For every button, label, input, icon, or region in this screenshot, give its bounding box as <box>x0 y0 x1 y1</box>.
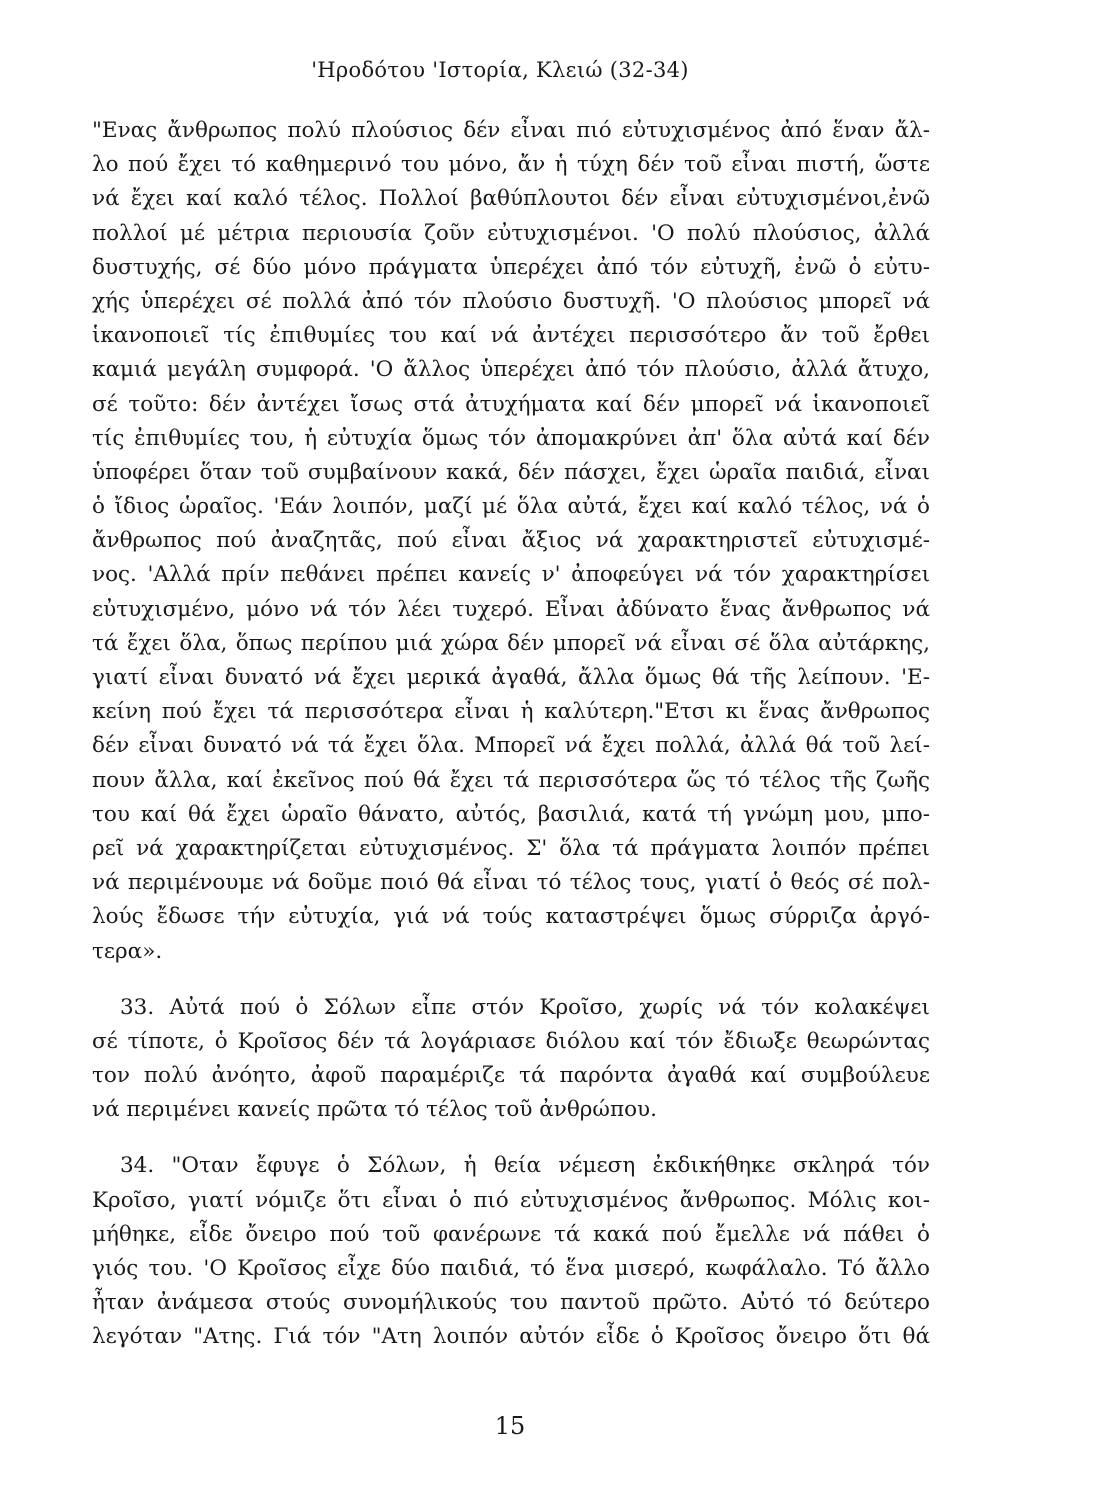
text-line: τερα». <box>92 938 163 964</box>
text-line: λο πού ἔχει τό καθημερινό του μόνο, ἄν ἡ τύχη δέν τοῦ εἶναι πιστή, ὥστε <box>92 152 930 178</box>
text-line: πολλοί μέ μέτρια περιουσία ζοῦν εὐτυχισμένοι. 'Ο πολύ πλούσιος, ἀλλά <box>92 220 930 246</box>
text-line: νά περιμένουμε νά δοῦμε ποιό θά εἶναι τό τέλος τους, γιατί ὁ θεός σέ πολ- <box>92 870 930 896</box>
text-line: λεγόταν "Ατης. Γιά τόν "Ατη λοιπόν αὐτόν εἶδε ὁ Κροῖσος ὄνειρο ὅτι θά <box>92 1324 930 1350</box>
text-line: νά περιμένει κανείς πρῶτα τό τέλος τοῦ ἀνθρώπου. <box>92 1097 657 1123</box>
text-line: ἦταν ἀνάμεσα στούς συνομήλικούς του παντοῦ πρῶτο. Αὐτό τό δεύτερο <box>92 1290 930 1316</box>
text-line: 33. Αὐτά πού ὁ Σόλων εἶπε στόν Κροῖσο, χωρίς νά τόν κολακέψει <box>120 994 930 1020</box>
text-line: τον πολύ ἀνόητο, ἀφοῦ παραμέριζε τά παρόντα ἀγαθά καί συμβούλευε <box>92 1063 930 1089</box>
text-line: νά ἔχει καί καλό τέλος. Πολλοί βαθύπλουτοι δέν εἶναι εὐτυχισμένοι,ἐνῶ <box>92 186 930 212</box>
text-line: ἄνθρωπος πού ἀναζητᾶς, πού εἶναι ἄξιος νά χαρακτηριστεῖ εὐτυχισμέ- <box>92 528 930 554</box>
text-line: 34. "Οταν ἔφυγε ὁ Σόλων, ἡ θεία νέμεση ἐκδικήθηκε σκληρά τόν <box>120 1153 930 1179</box>
text-line: ὑποφέρει ὅταν τοῦ συμβαίνουν κακά, δέν πάσχει, ἔχει ὡραῖα παιδιά, εἶναι <box>92 459 930 485</box>
paragraph-33 <box>92 991 930 1128</box>
text-line: ἱκανοποιεῖ τίς ἐπιθυμίες του καί νά ἀντέχει περισσότερο ἄν τοῦ ἔρθει <box>92 323 930 349</box>
text-line: τά ἔχει ὅλα, ὅπως περίπου μιά χώρα δέν μπορεῖ νά εἶναι σέ ὅλα αὐτάρκης, <box>92 630 930 656</box>
running-title: 'Ηροδότου 'Ιστορία, Κλειώ (32-34) <box>311 58 689 82</box>
text-line: πουν ἄλλα, καί ἐκεῖνος πού θά ἔχει τά περισσότερα ὥς τό τέλος τῆς ζωῆς <box>92 767 930 793</box>
text-line: σέ τίποτε, ὁ Κροῖσος δέν τά λογάριασε διόλου καί τόν ἔδιωξε θεωρώντας <box>92 1028 930 1054</box>
paragraph-gap <box>92 969 930 991</box>
text-line: χής ὑπερέχει σέ πολλά ἀπό τόν πλούσιο δυστυχῆ. 'Ο πλούσιος μπορεῖ νά <box>92 288 930 314</box>
text-line: λούς ἔδωσε τήν εὐτυχία, γιά νά τούς καταστρέψει ὅμως σύρριζα ἀργό- <box>92 904 930 930</box>
paragraph-32 <box>92 114 930 969</box>
text-line: "Ενας ἄνθρωπος πολύ πλούσιος δέν εἶναι πιό εὐτυχισμένος ἀπό ἕναν ἄλ- <box>92 118 930 143</box>
text-line: δυστυχής, σέ δύο μόνο πράγματα ὑπερέχει ἀπό τόν εὐτυχῆ, ἐνῶ ὁ εὐτυ- <box>92 254 930 280</box>
text-line: γιατί εἶναι δυνατό νά ἔχει μερικά ἀγαθά, ἄλλα ὅμως θά τῆς λείπουν. 'Ε- <box>92 665 930 690</box>
text-line: Κροῖσο, γιατί νόμιζε ὅτι εἶναι ὁ πιό εὐτυχισμένος ἄνθρωπος. Μόλις κοι- <box>92 1187 930 1213</box>
page-number: 15 <box>494 1412 526 1440</box>
text-line: τίς ἐπιθυμίες του, ἡ εὐτυχία ὅμως τόν ἀπομακρύνει ἀπ' ὅλα αὐτά καί δέν <box>92 425 930 451</box>
text-line: μήθηκε, εἶδε ὄνειρο πού τοῦ φανέρωνε τά κακά πού ἔμελλε νά πάθει ὁ <box>92 1221 930 1247</box>
paragraph-gap <box>92 1127 930 1149</box>
text-line: νος. 'Αλλά πρίν πεθάνει πρέπει κανείς ν' ἀποφεύγει νά τόν χαρακτηρίσει <box>92 562 930 588</box>
text-line: κείνη πού ἔχει τά περισσότερα εἶναι ἡ καλύτερη."Ετσι κι ἕνας ἄνθρωπος <box>92 699 930 725</box>
body-text <box>92 114 930 1355</box>
text-line: ρεῖ νά χαρακτηρίζεται εὐτυχισμένος. Σ' ὅλα τά πράγματα λοιπόν πρέπει <box>92 835 930 861</box>
text-line: δέν εἶναι δυνατό νά τά ἔχει ὅλα. Μπορεῖ νά ἔχει πολλά, ἀλλά θά τοῦ λεί- <box>92 733 930 759</box>
text-line: γιός του. 'Ο Κροῖσος εἶχε δύο παιδιά, τό ἕνα μισερό, κωφάλαλο. Τό ἄλλο <box>92 1256 930 1281</box>
paragraph-34 <box>92 1149 930 1354</box>
text-line: καμιά μεγάλη συμφορά. 'Ο ἄλλος ὑπερέχει ἀπό τόν πλούσιο, ἀλλά ἄτυχο, <box>92 357 930 383</box>
text-line: ὁ ἴδιος ὡραῖος. 'Εάν λοιπόν, μαζί μέ ὅλα αὐτά, ἔχει καί καλό τέλος, νά ὁ <box>92 494 930 520</box>
text-line: εὐτυχισμένο, μόνο νά τόν λέει τυχερό. Εἶναι ἀδύνατο ἕνας ἄνθρωπος νά <box>92 596 930 622</box>
text-line: σέ τοῦτο: δέν ἀντέχει ἴσως στά ἀτυχήματα καί δέν μπορεῖ νά ἱκανοποιεῖ <box>92 391 930 417</box>
text-line: του καί θά ἔχει ὡραῖο θάνατο, αὐτός, βασιλιά, κατά τή γνώμη μου, μπο- <box>92 801 930 827</box>
